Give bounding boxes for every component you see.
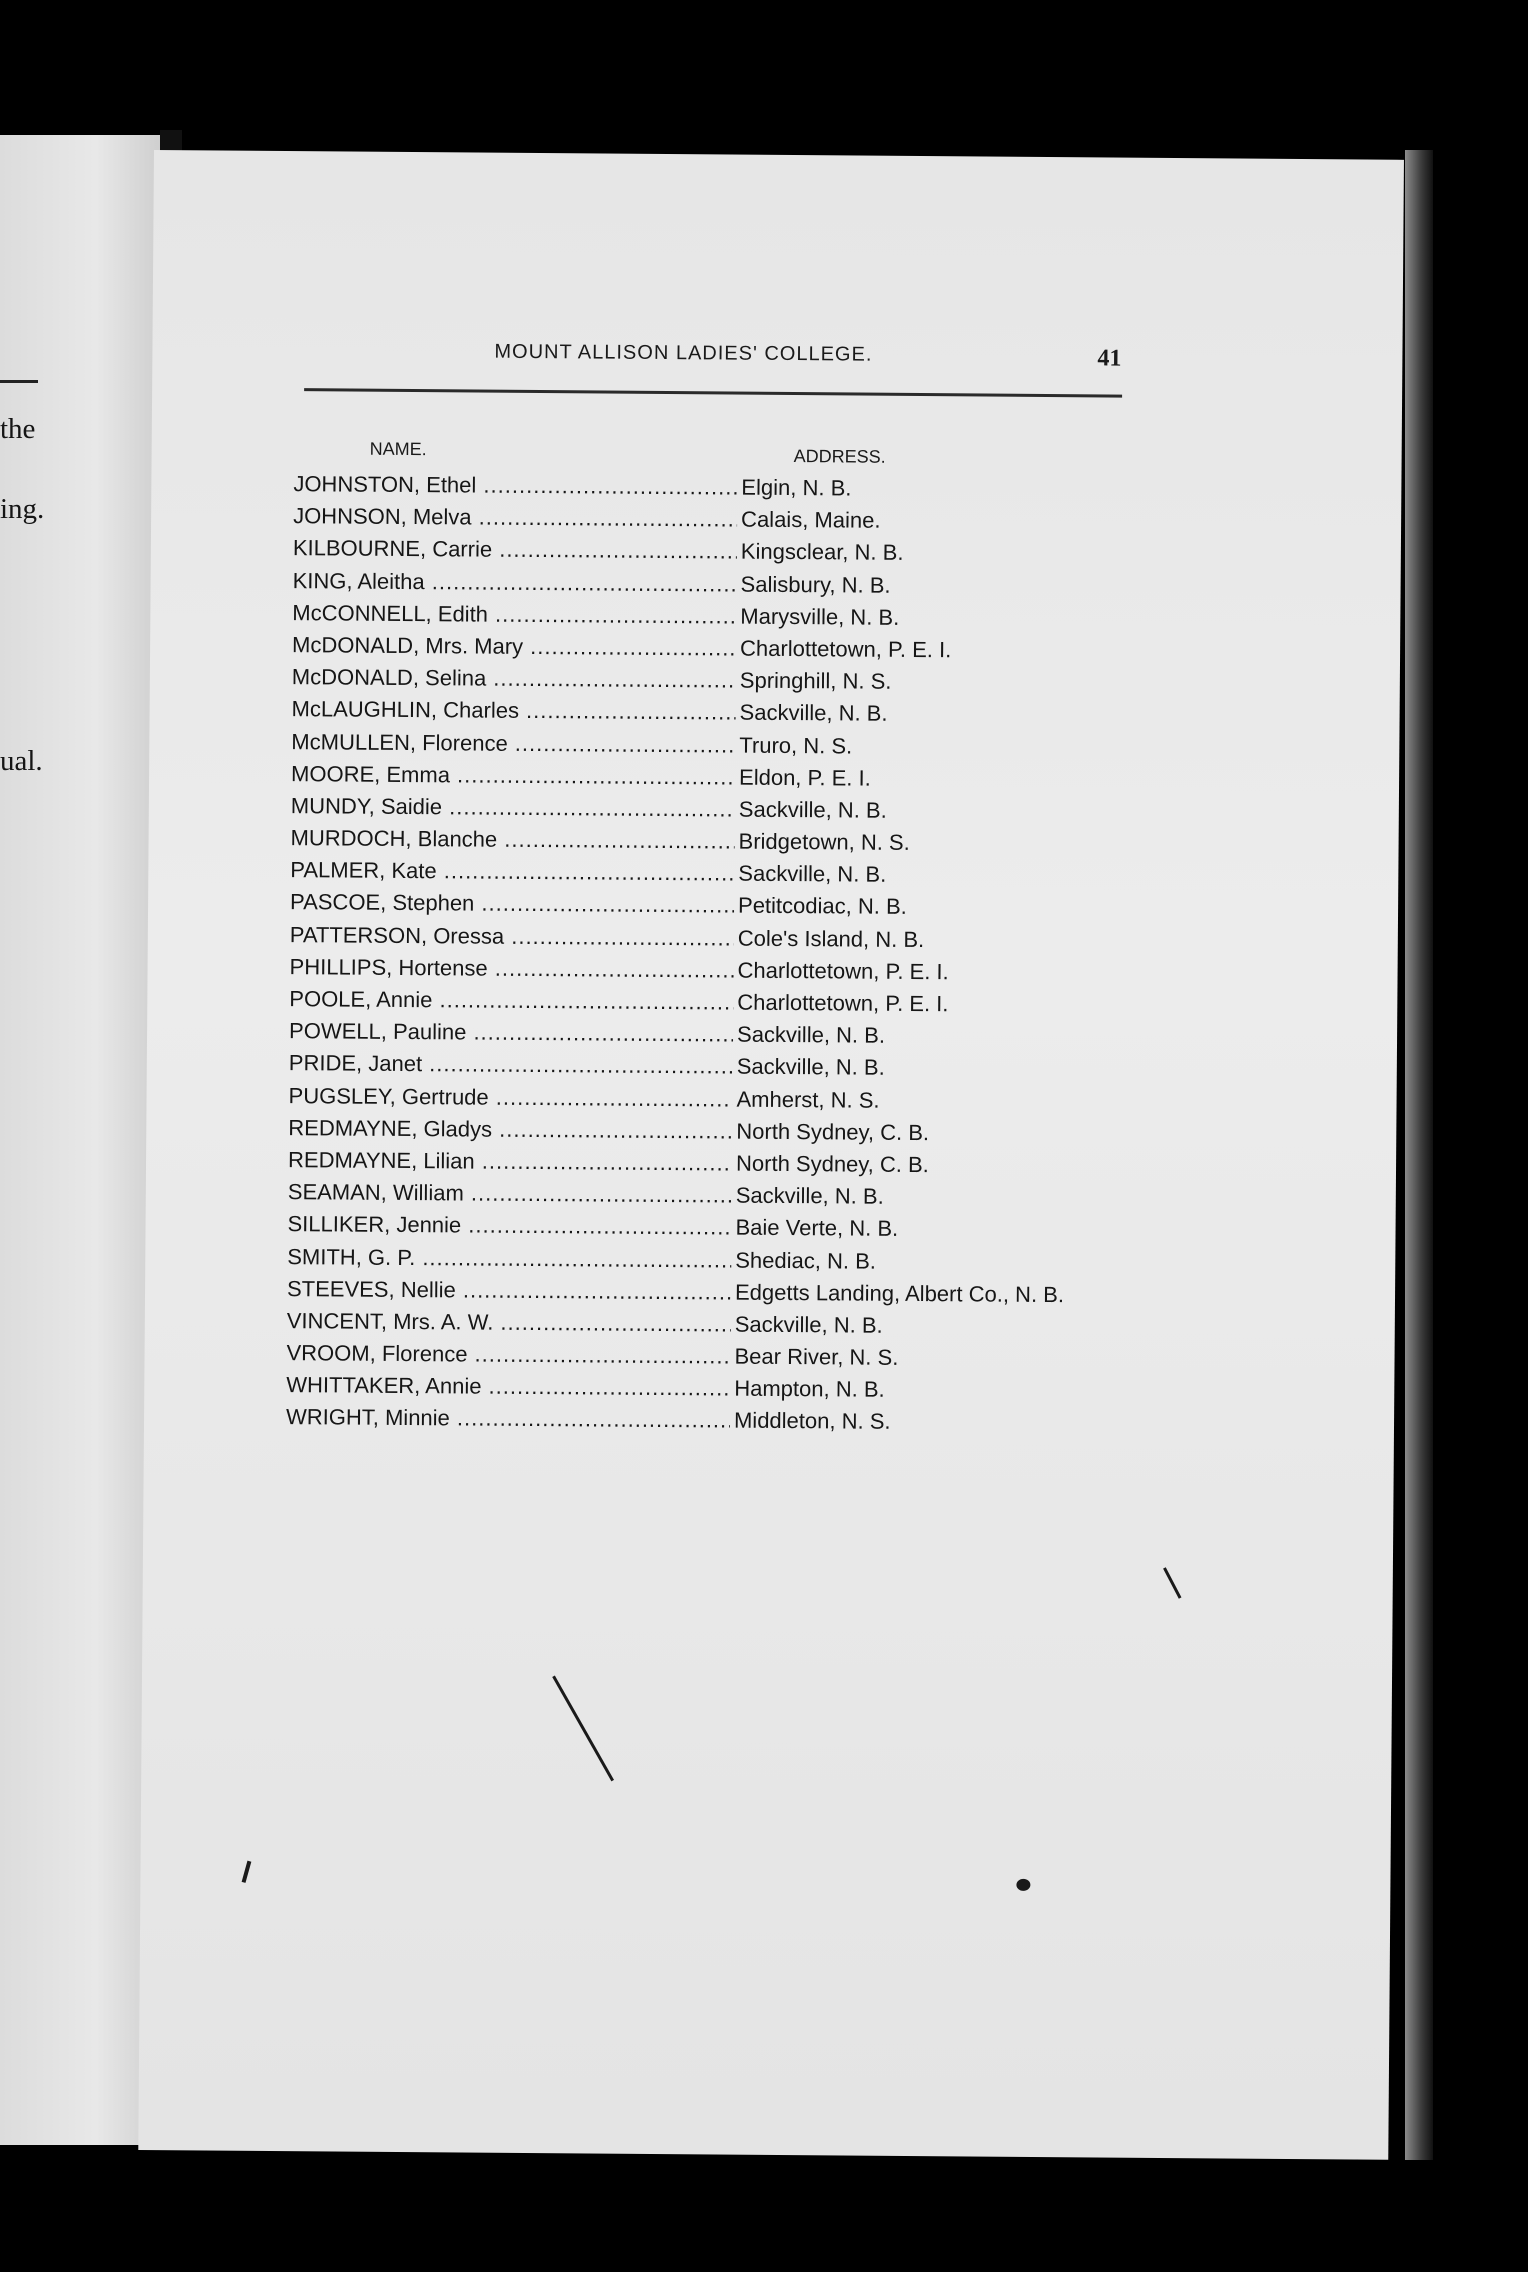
- page-edge: [1405, 150, 1433, 2160]
- entry-address: Baie Verte, N. B.: [735, 1214, 899, 1242]
- entry-address: Springhill, N. S.: [739, 667, 892, 694]
- entry-name: MURDOCH, Blanche .....: [290, 825, 734, 854]
- entry-name: SILLIKER, Jennie .....: [287, 1211, 731, 1240]
- entry-name: MUNDY, Saidie .....: [291, 793, 735, 822]
- scan-scratch-mark: [552, 1675, 614, 1781]
- entry-name: McLAUGHLIN, Charles .....: [292, 696, 736, 725]
- scan-speck-mark: [1016, 1879, 1030, 1891]
- entry-address: Cole's Island, N. B.: [737, 925, 925, 952]
- entry-name: PATTERSON, Oressa .....: [290, 922, 734, 951]
- entry-address: Sackville, N. B.: [735, 1182, 884, 1209]
- column-header-name: NAME.: [369, 438, 427, 460]
- entry-name: WHITTAKER, Annie .....: [286, 1372, 730, 1401]
- entry-address: Bridgetown, N. S.: [738, 828, 910, 856]
- entry-address: Bear River, N. S.: [734, 1343, 899, 1370]
- entry-name: MOORE, Emma .....: [291, 761, 735, 790]
- entry-address: Elgin, N. B.: [741, 474, 852, 501]
- entry-address: Salisbury, N. B.: [740, 571, 891, 598]
- entry-name: SEAMAN, William .....: [288, 1179, 732, 1208]
- entry-name: McMULLEN, Florence .....: [291, 729, 735, 758]
- list-item: [286, 1405, 1186, 1444]
- running-head: MOUNT ALLISON LADIES' COLLEGE.: [494, 340, 873, 366]
- entry-address: Charlottetown, P. E. I.: [740, 635, 952, 663]
- entry-address: Truro, N. S.: [739, 732, 853, 759]
- entry-address: Charlottetown, P. E. I.: [737, 957, 949, 985]
- entry-address: Kingsclear, N. B.: [740, 538, 904, 566]
- entry-name: JOHNSTON, Ethel .....: [293, 471, 737, 500]
- facing-page-text-fragment: the: [0, 413, 36, 445]
- entry-name: STEEVES, Nellie .....: [287, 1276, 731, 1305]
- entry-address: Amherst, N. S.: [736, 1086, 880, 1113]
- entry-address: Sackville, N. B.: [738, 860, 887, 888]
- entry-name: KING, Aleitha .....: [293, 568, 737, 597]
- entry-address: Calais, Maine.: [741, 506, 881, 533]
- entry-name: McDONALD, Mrs. Mary .....: [292, 632, 736, 661]
- entry-address: Petitcodiac, N. B.: [737, 893, 907, 920]
- facing-page-rule: [0, 380, 38, 383]
- entry-address: North Sydney, C. B.: [736, 1118, 930, 1145]
- entry-name: PRIDE, Janet .....: [289, 1050, 733, 1079]
- entry-address: Eldon, P. E. I.: [738, 764, 871, 791]
- header-rule: [304, 388, 1122, 397]
- entry-name: PALMER, Kate .....: [290, 857, 734, 886]
- entry-name: POOLE, Annie .....: [289, 986, 733, 1015]
- entry-address: Sackville, N. B.: [734, 1311, 883, 1338]
- entry-address: Marysville, N. B.: [740, 603, 900, 630]
- entry-name: WRIGHT, Minnie .....: [286, 1405, 730, 1434]
- entry-address: Shediac, N. B.: [735, 1247, 877, 1274]
- entry-name: JOHNSON, Melva .....: [293, 503, 737, 532]
- entry-address: Edgetts Landing, Albert Co., N. B.: [734, 1279, 1065, 1307]
- entry-name: SMITH, G. P. .....: [287, 1244, 731, 1273]
- entry-name: KILBOURNE, Carrie .....: [293, 535, 737, 564]
- entry-address: Middleton, N. S.: [733, 1408, 891, 1435]
- facing-page-fragment: [0, 135, 160, 2145]
- entry-name: McCONNELL, Edith .....: [292, 600, 736, 629]
- entry-address: Sackville, N. B.: [736, 1021, 886, 1048]
- column-header-address: ADDRESS.: [793, 446, 886, 467]
- entry-address: Sackville, N. B.: [738, 796, 887, 823]
- entry-name: POWELL, Pauline .....: [289, 1018, 733, 1047]
- entry-address: North Sydney, C. B.: [735, 1150, 929, 1178]
- facing-page-text-fragment: ing.: [0, 493, 45, 525]
- entry-name: PHILLIPS, Hortense .....: [289, 954, 733, 983]
- page-number: 41: [1097, 345, 1122, 372]
- scan-speck-mark: [242, 1861, 252, 1883]
- entry-name: VROOM, Florence .....: [286, 1340, 730, 1369]
- entry-name: McDONALD, Selina .....: [292, 664, 736, 693]
- document-page: [138, 150, 1404, 2160]
- entry-name: VINCENT, Mrs. A. W. .....: [287, 1308, 731, 1337]
- entry-address: Charlottetown, P. E. I.: [737, 989, 949, 1017]
- entry-name: PASCOE, Stephen .....: [290, 890, 734, 919]
- entry-name: REDMAYNE, Gladys .....: [288, 1115, 732, 1144]
- scan-scratch-mark: [1163, 1567, 1181, 1599]
- entry-address: Sackville, N. B.: [736, 1053, 885, 1081]
- facing-page-text-fragment: ual.: [0, 745, 43, 777]
- entry-name: REDMAYNE, Lilian .....: [288, 1147, 732, 1176]
- entry-address: Sackville, N. B.: [739, 699, 888, 727]
- entry-name: PUGSLEY, Gertrude .....: [288, 1083, 732, 1112]
- entry-address: Hampton, N. B.: [734, 1375, 885, 1403]
- student-list: [286, 471, 1194, 1444]
